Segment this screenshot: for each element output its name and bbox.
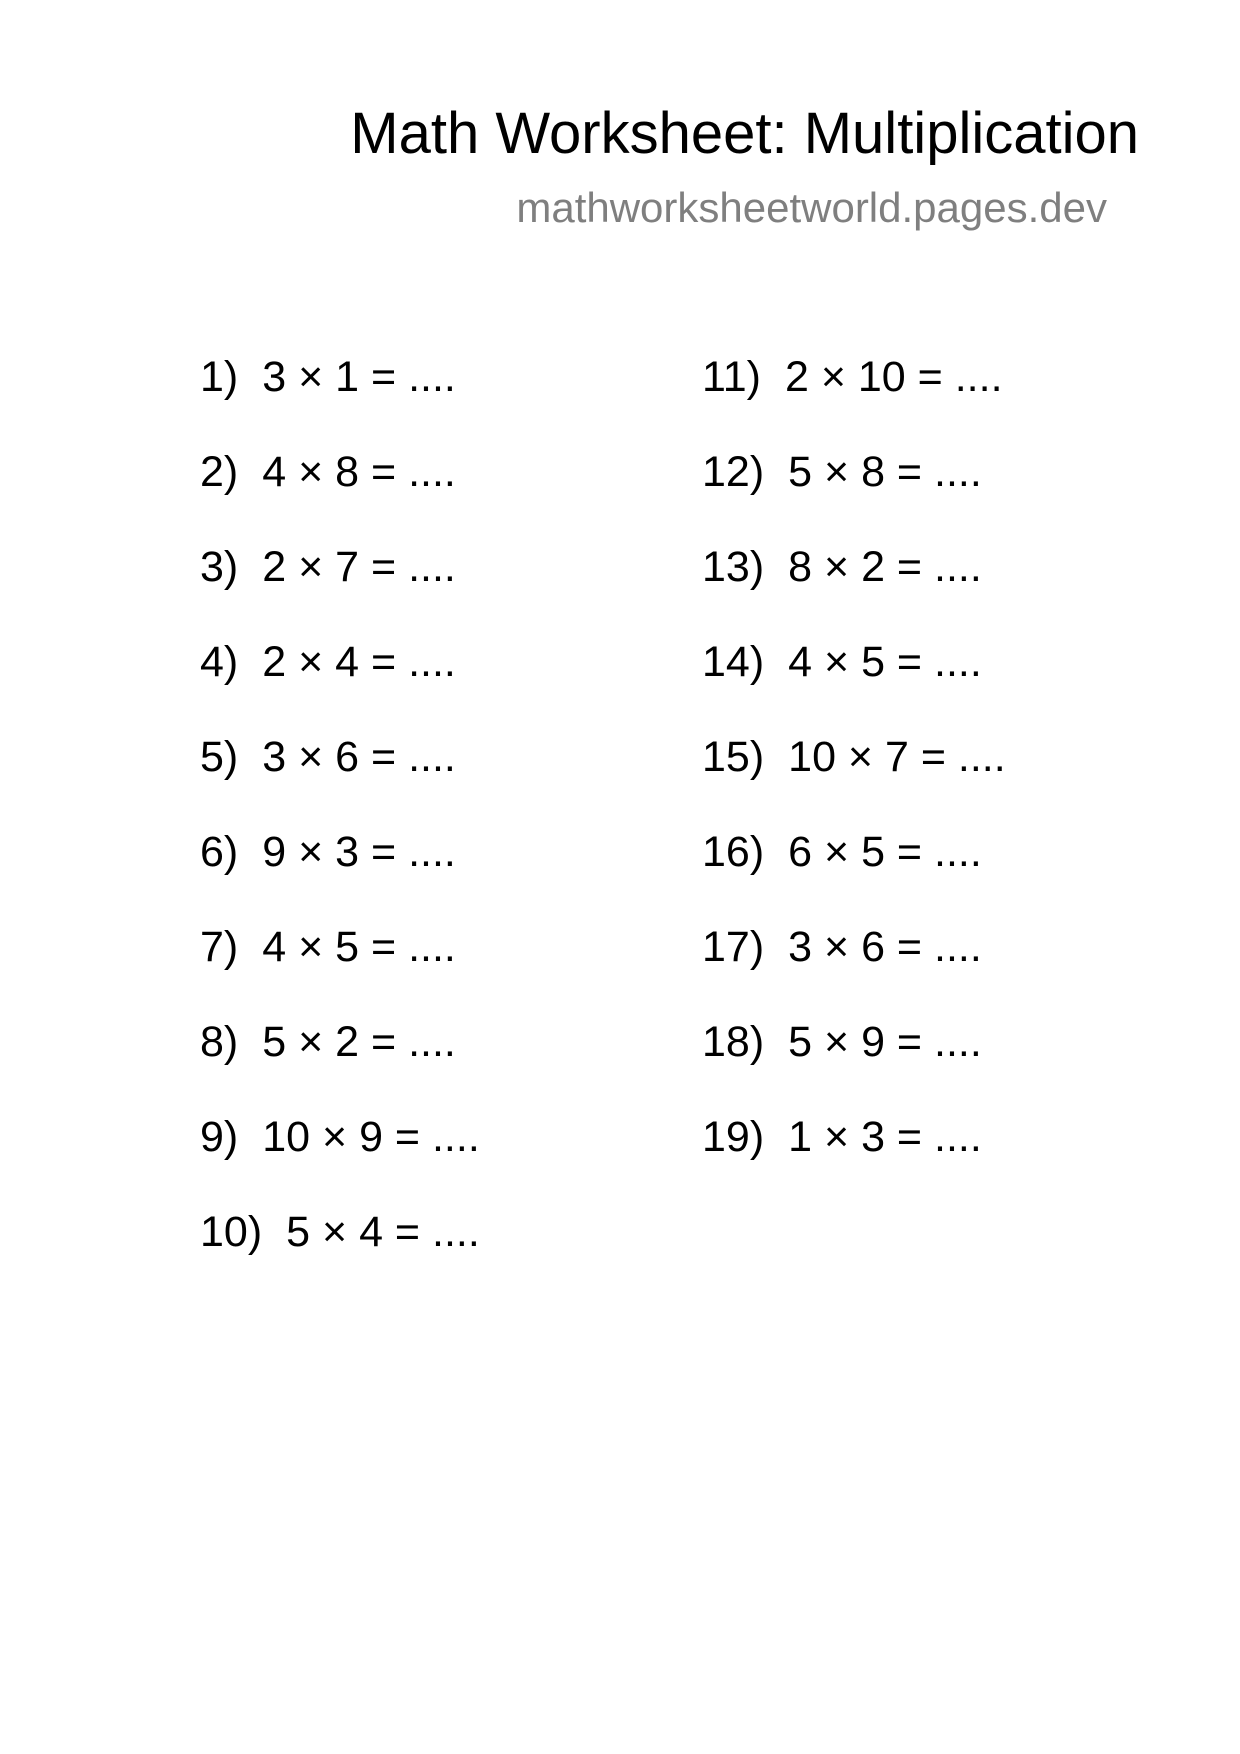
problem-number: 17) [702, 923, 765, 971]
problem-number: 13) [702, 543, 765, 591]
problem-14 [702, 635, 1182, 730]
problem-number: 16) [702, 828, 765, 876]
problem-number: 6) [200, 828, 239, 876]
problem-12 [702, 445, 1182, 540]
problem-number: 8) [200, 1018, 239, 1066]
problem-11 [702, 350, 1182, 445]
problem-8 [200, 1015, 680, 1110]
problem-expression: 10 × 9 = .... [262, 1113, 480, 1161]
problem-number: 15) [702, 733, 765, 781]
problem-expression: 10 × 7 = .... [788, 733, 1006, 781]
problem-16 [702, 825, 1182, 920]
problem-18 [702, 1015, 1182, 1110]
problem-9 [200, 1110, 680, 1205]
problem-expression: 2 × 7 = .... [262, 543, 456, 591]
problem-expression: 3 × 6 = .... [788, 923, 982, 971]
page-title: Math Worksheet: Multiplication [350, 101, 1139, 166]
problem-17 [702, 920, 1182, 1015]
problem-expression: 4 × 5 = .... [788, 638, 982, 686]
problem-expression: 8 × 2 = .... [788, 543, 982, 591]
problem-5 [200, 730, 680, 825]
site-url: mathworksheetworld.pages.dev [516, 184, 1107, 231]
problem-expression: 5 × 4 = .... [286, 1208, 480, 1256]
problem-number: 10) [200, 1208, 263, 1256]
problems-column-right [702, 350, 1182, 1205]
problem-number: 12) [702, 448, 765, 496]
problem-13 [702, 540, 1182, 635]
problem-expression: 2 × 4 = .... [262, 638, 456, 686]
problem-19 [702, 1110, 1182, 1205]
problem-1 [200, 350, 680, 445]
problem-2 [200, 445, 680, 540]
problem-expression: 5 × 9 = .... [788, 1018, 982, 1066]
problem-expression: 5 × 2 = .... [262, 1018, 456, 1066]
problem-4 [200, 635, 680, 730]
problem-expression: 3 × 6 = .... [262, 733, 456, 781]
problem-number: 18) [702, 1018, 765, 1066]
problem-6 [200, 825, 680, 920]
problem-expression: 1 × 3 = .... [788, 1113, 982, 1161]
problem-number: 4) [200, 638, 239, 686]
problem-expression: 9 × 3 = .... [262, 828, 456, 876]
problem-expression: 5 × 8 = .... [788, 448, 982, 496]
problem-number: 7) [200, 923, 239, 971]
problem-10 [200, 1205, 680, 1300]
problem-number: 9) [200, 1113, 239, 1161]
problem-number: 5) [200, 733, 239, 781]
problem-number: 2) [200, 448, 239, 496]
problem-15 [702, 730, 1182, 825]
problem-expression: 4 × 5 = .... [262, 923, 456, 971]
problem-7 [200, 920, 680, 1015]
problem-number: 19) [702, 1113, 765, 1161]
problem-number: 11) [702, 353, 761, 401]
problem-number: 3) [200, 543, 239, 591]
problem-expression: 6 × 5 = .... [788, 828, 982, 876]
problem-number: 1) [200, 353, 239, 401]
problem-expression: 3 × 1 = .... [262, 353, 456, 401]
problems-column-left [200, 350, 680, 1300]
problem-3 [200, 540, 680, 635]
problem-number: 14) [702, 638, 765, 686]
problem-expression: 4 × 8 = .... [262, 448, 456, 496]
problem-expression: 2 × 10 = .... [784, 353, 1003, 401]
